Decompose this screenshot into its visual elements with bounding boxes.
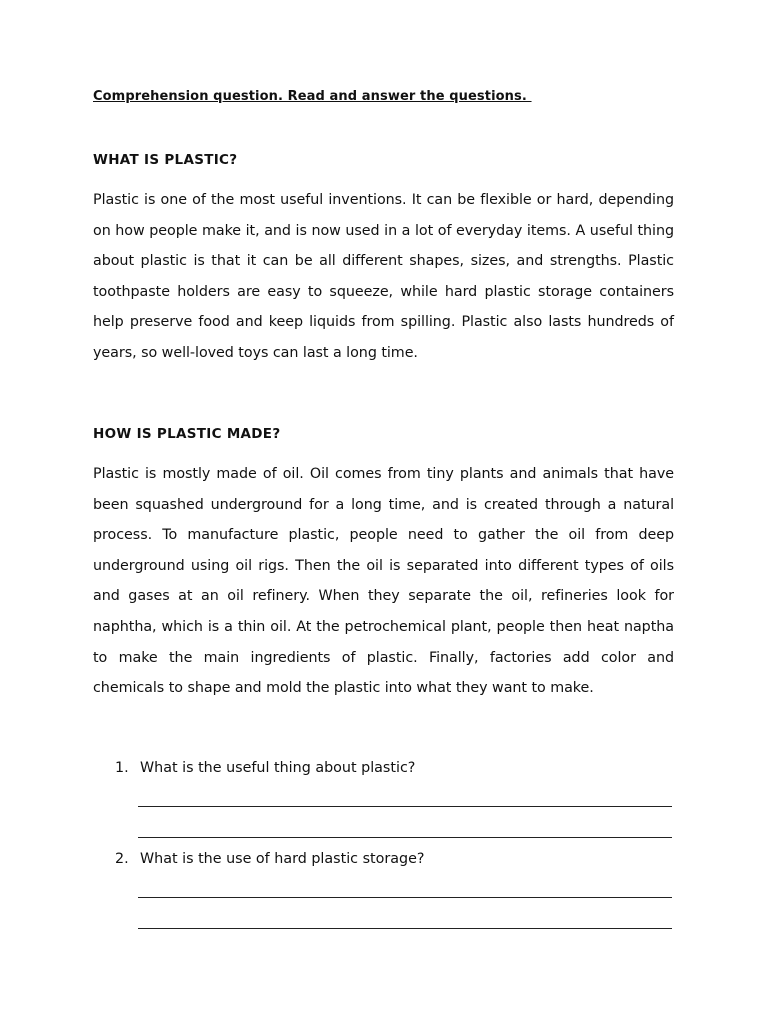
question-text: What is the use of hard plastic storage? [140, 851, 425, 867]
answer-line[interactable] [138, 806, 672, 807]
section-heading-how-is-plastic-made: HOW IS PLASTIC MADE? [93, 426, 281, 442]
section-heading-what-is-plastic: WHAT IS PLASTIC? [93, 152, 238, 168]
answer-line[interactable] [138, 897, 672, 898]
answer-line[interactable] [138, 837, 672, 838]
question-number: 1. [115, 760, 129, 776]
question-number: 2. [115, 851, 129, 867]
instruction-title: Comprehension question. Read and answer the questions. [93, 89, 532, 104]
question-text: What is the useful thing about plastic? [140, 760, 416, 776]
section-body-what-is-plastic: Plastic is one of the most useful inventions. It can be flexible or hard, depending on how people make it, and is now used in a lot of everyday items. A useful thing about plastic is that it can be all different shapes, sizes, and strengths. Plastic toothpaste holders are easy to squeeze, while hard plastic storage containers help preserve food and keep liquids from spilling. Plastic also lasts hundreds of years, so well-loved toys can last a long time. [93, 192, 674, 361]
answer-line[interactable] [138, 928, 672, 929]
section-body-how-is-plastic-made: Plastic is mostly made of oil. Oil comes from tiny plants and animals that have been squashed underground for a long time, and is created through a natural process. To manufacture plastic, people need to gather the oil from deep underground using oil rigs. Then the oil is separated into different types of oils and gases at an oil refinery. When they separate the oil, refineries look for naphtha, which is a thin oil. At the petrochemical plant, people then heat naptha to make the main ingredients of plastic. Finally, factories add color and chemicals to shape and mold the plastic into what they want to make. [93, 466, 674, 697]
